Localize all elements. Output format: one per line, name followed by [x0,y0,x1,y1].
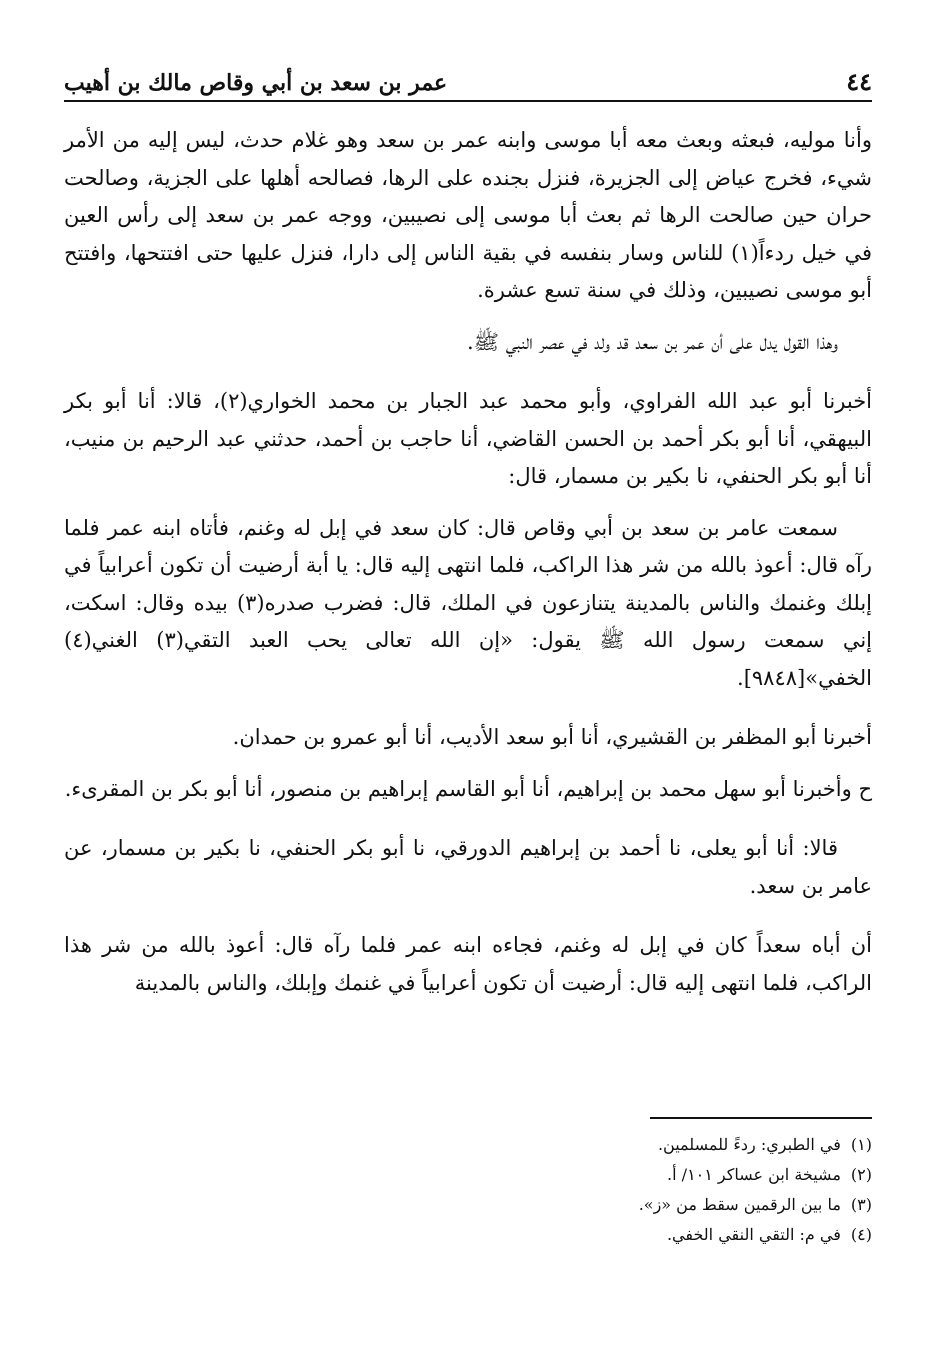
page-header [64,56,872,102]
footnote-item [272,1220,872,1250]
footnote-text: ما بين الرقمين سقط من «ز». [638,1195,841,1214]
footnote-item [272,1130,872,1160]
hadith-paragraph: أن أباه سعداً كان في إبل له وغنم، فجاءه ابنه عمر فلما رآه قال: أعوذ بالله من شر هذا الراكب، فلما انتهى إليه قال: أرضيت أن تكون أعرابياً في غنمك وإبلك، والناس بالمدينة [64,933,872,995]
footnote-number: (١) [850,1135,872,1154]
isnad-paragraph: أخبرنا أبو عبد الله الفراوي، وأبو محمد عبد الجبار بن محمد الخواري(٢)، قالا: أنا أبو بكر البيهقي، أنا أبو بكر أحمد بن الحسن القاضي، أنا حاجب بن أحمد، حدثني عبد الرحيم بن منيب، أنا أبو بكر الحنفي، نا بكير بن مسمار، قال: [64,389,873,488]
footnote-item [272,1190,872,1220]
footnotes [272,1130,872,1250]
footnote-item [272,1160,872,1190]
footnote-text: في م: التقي النقي الخفي. [666,1225,841,1244]
page-number: ٤٤ [846,67,872,96]
footnote-number: (٢) [850,1165,872,1184]
isnad-paragraph: أخبرنا أبو المظفر بن القشيري، أنا أبو سعد الأديب، أنا أبو عمرو بن حمدان. [232,725,872,749]
footnote-divider [650,1117,872,1119]
isnad-paragraph: ح وأخبرنا أبو سهل محمد بن إبراهيم، أنا أبو القاسم إبراهيم بن منصور، أنا أبو بكر بن المقرىء. [64,776,872,801]
footnote-number: (٤) [850,1225,872,1244]
footnote-text: في الطبري: ردءً للمسلمين. [657,1135,841,1154]
isnad-paragraph: قالا: أنا أبو يعلى، نا أحمد بن إبراهيم الدورقي، نا أبو بكر الحنفي، نا بكير بن مسمار، عن عامر بن سعد. [64,836,872,898]
paragraph: وهذا القول يدل على أن عمر بن سعد قد ولد في عصر النبي ﷺ. [467,329,838,354]
footnote-text: مشيخة ابن عساكر ١٠١/ أ. [667,1165,841,1184]
hadith-paragraph: سمعت عامر بن سعد بن أبي وقاص قال: كان سعد في إبل له وغنم، فأتاه ابنه عمر فلما رآه قال: أعوذ بالله من شر هذا الراكب، فلما انتهى إليه قال: يا أبة أرضيت أن تكون أعرابياً في إبلك وغنمك والناس بالمدينة يتنازعون في الملك، قال: فضرب صدره(٣) بيده وقال: اسكت، إني سمعت رسول الله ﷺ يقول: «إن الله تعالى يحب العبد التقي(٣) الغني(٤) الخفي»[٩٨٤٨]. [64,515,873,690]
footnote-number: (٣) [850,1195,872,1214]
paragraph: وأنا موليه، فبعثه وبعث معه أبا موسى وابنه عمر بن سعد وهو غلام حدث، ليس إليه من الأمر شيء، فخرج عياض إلى الجزيرة، فنزل بجنده على الرها، فصالحه أهلها على الجزية، وصالحت حران حين صالحت الرها ثم بعث أبا موسى إلى نصيبين، ووجه عمر بن سعد إلى رأس العين في خيل ردءاً(١) للناس وسار بنفسه في بقية الناس إلى دارا، فنزل عليها حتى افتتحها، وافتتح أبو موسى نصيبين، وذلك في سنة تسع عشرة. [64,128,872,302]
running-title: عمر بن سعد بن أبي وقاص مالك بن أهيب [64,70,448,96]
main-text [64,122,872,1002]
